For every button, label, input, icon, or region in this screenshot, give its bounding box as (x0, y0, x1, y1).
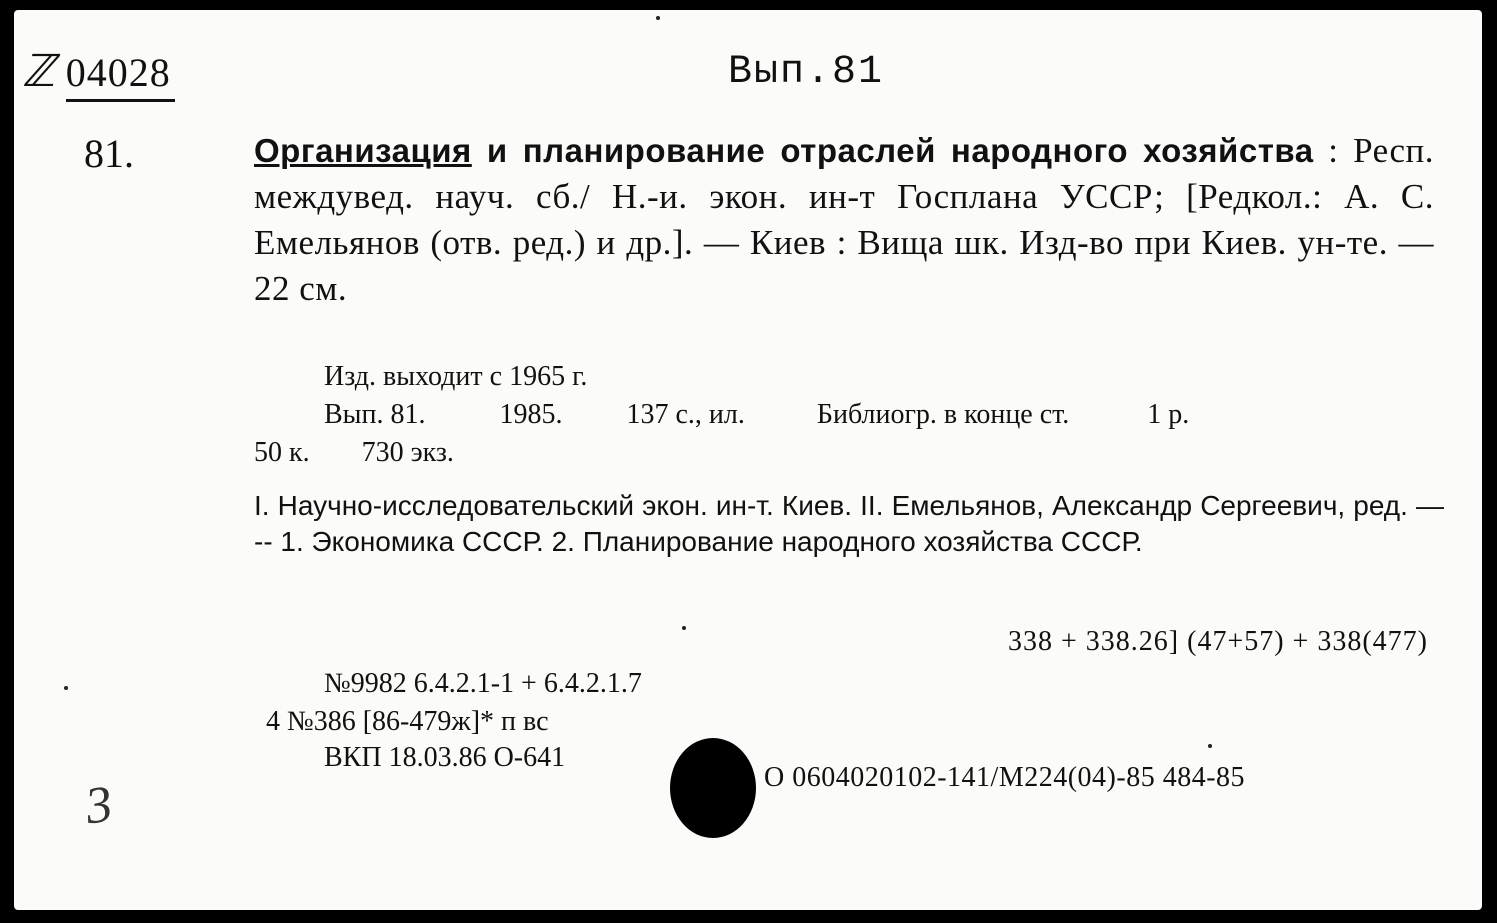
call-number (22, 46, 175, 97)
punch-hole (670, 738, 756, 838)
bbk-number: №9982 6.4.2.1-1 + 6.4.2.1.7 (324, 668, 642, 699)
bibliographic-description (254, 128, 1434, 312)
publication-notes (254, 358, 1434, 472)
note-frequency: Изд. выходит с 1965 г. (324, 361, 588, 392)
catalog-card (14, 10, 1482, 910)
isbn-line: О 0604020102-141/М224(04)-85 484-85 (764, 762, 1246, 793)
note-pages: 137 с., ил. (626, 399, 745, 430)
speck (64, 686, 68, 690)
title-first-word: Организация (254, 132, 472, 169)
issue-heading: Вып.81 (728, 50, 885, 95)
note-price-rubles: 1 р. (1147, 399, 1190, 430)
title-rest: и планирование отраслей народного хозяйства (471, 132, 1314, 169)
note-year: 1985. (499, 399, 563, 430)
tracings: I. Научно-исследовательский экон. ин-т. Киев. II. Емельянов, Александр Сергеевич, ред. — -- 1. Экономика СССР. 2. Планирование народного хозяйства СССР. (254, 490, 1444, 557)
note-copies: 730 экз. (361, 437, 454, 468)
note-price-kopeks: 50 к. (254, 437, 310, 468)
vkp-line: ВКП 18.03.86 О-641 (324, 742, 566, 773)
note-bibliography: Библиогр. в конце ст. (816, 399, 1070, 430)
note-issue-line (254, 396, 1434, 434)
stock-line: 4 №386 [86-479ж]* п вс (266, 706, 549, 737)
udc-classification: 338 + 338.26] (47+57) + 338(477) (1008, 626, 1428, 657)
call-number-value: 04028 (66, 50, 175, 102)
speck (656, 16, 660, 20)
note-issue: Вып. 81. (324, 399, 426, 430)
call-number-prefix: ℤ (22, 47, 56, 96)
entry-number: 81. (84, 131, 134, 176)
note-price-line (254, 434, 1434, 472)
handwritten-number: 3 (82, 775, 116, 836)
speck (682, 626, 686, 630)
description-text: : Респ. междувед. науч. сб./ Н.-и. экон. ин-т Госплана УССР; [Редкол.: А. С. Емельянов (отв. ред.) и др.]. — Киев : Вища шк. Изд-во при Киев. ун-те. — 22 см. (254, 131, 1434, 308)
speck (1208, 744, 1212, 748)
